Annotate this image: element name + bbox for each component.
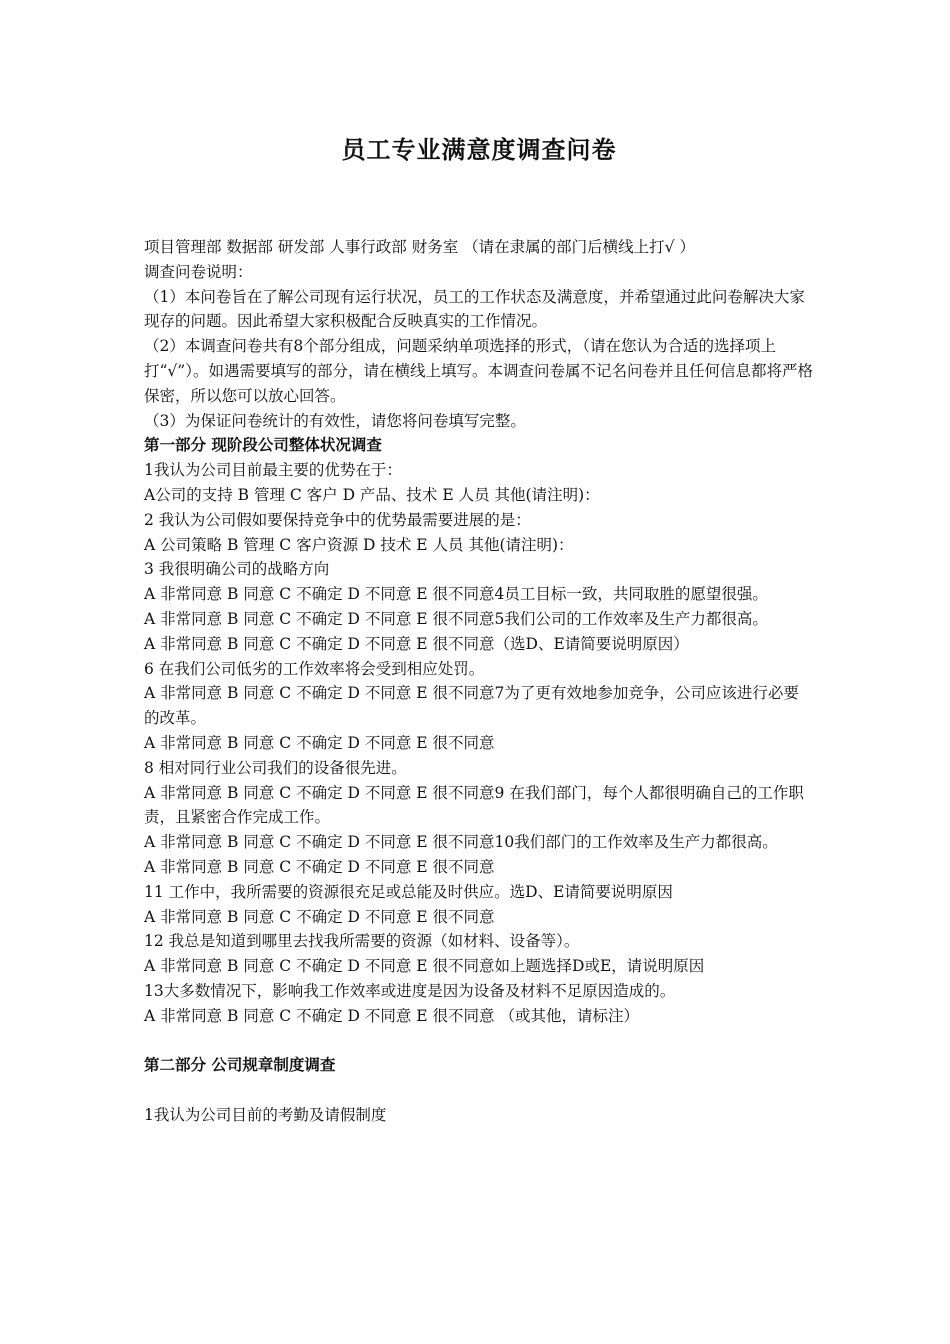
question-3: 3 我很明确公司的战略方向 [144, 560, 330, 579]
instructions-heading: 调查问卷说明： [144, 262, 253, 281]
options-4-question-5: A 非常同意 B 同意 C 不确定 D 不同意 E 很不同意5我们公司的工作效率及生产力都很高。 [144, 609, 768, 628]
question-13: 13大多数情况下，影响我工作效率或进度是因为设备及材料不足原因造成的。 [144, 981, 676, 1000]
instruction-1: （1）本问卷旨在了解公司现有运行状况，员工的工作状态及满意度，并希望通过此问卷解决大家现存的问题。因此希望大家积极配合反映真实的工作情况。 [144, 287, 805, 331]
options-10: A 非常同意 B 同意 C 不确定 D 不同意 E 很不同意 [144, 857, 495, 876]
options-8-question-9: A 非常同意 B 同意 C 不确定 D 不同意 E 很不同意9 在我们部门，每个人都很明确自己的工作职责，且紧密合作完成工作。 [144, 783, 804, 827]
options-9-question-10: A 非常同意 B 同意 C 不确定 D 不同意 E 很不同意10我们部门的工作效率及生产力都很高。 [144, 833, 778, 852]
page-title: 员工专业满意度调查问卷 [341, 135, 617, 164]
instruction-2: （2）本调查问卷共有8个部分组成，问题采纳单项选择的形式，（请在您认为合适的选择项上打“√”）。如遇需要填写的部分，请在横线上填写。本调查问卷属不记名问卷并且任何信息都将严格保密，所以您可以放心回答。 [144, 337, 813, 405]
question-6: 6 在我们公司低劣的工作效率将会受到相应处罚。 [144, 659, 485, 678]
question-2: 2 我认为公司假如要保持竞争中的优势最需要进展的是： [144, 510, 531, 529]
section-heading-part-2: 第二部分 公司规章制度调查 [144, 1055, 336, 1075]
document-body [144, 235, 814, 1128]
options-3-question-4: A 非常同意 B 同意 C 不确定 D 不同意 E 很不同意4员工目标一致，共同取胜的愿望很强。 [144, 585, 768, 604]
part-2-question-1: 1我认为公司目前的考勤及请假制度 [144, 1105, 387, 1124]
instruction-3: （3）为保证问卷统计的有效性，请您将问卷填写完整。 [144, 411, 526, 430]
options-6-question-7: A 非常同意 B 同意 C 不确定 D 不同意 E 很不同意7为了更有效地参加竞争，公司应该进行必要的改革。 [144, 684, 799, 728]
question-1: 1我认为公司目前最主要的优势在于： [144, 461, 402, 480]
options-7: A 非常同意 B 同意 C 不确定 D 不同意 E 很不同意 [144, 733, 495, 752]
question-11: 11 工作中，我所需要的资源很充足或总能及时供应。选D、E请简要说明原因 [144, 882, 673, 901]
options-12: A 非常同意 B 同意 C 不确定 D 不同意 E 很不同意如上题选择D或E，请说明原因 [144, 957, 705, 976]
department-line: 项目管理部 数据部 研发部 人事行政部 财务室 （请在隶属的部门后横线上打√ ） [144, 238, 695, 256]
options-1: A公司的支持 B 管理 C 客户 D 产品、技术 E 人员 其他(请注明)： [144, 485, 600, 504]
question-8: 8 相对同行业公司我们的设备很先进。 [144, 758, 407, 777]
options-11: A 非常同意 B 同意 C 不确定 D 不同意 E 很不同意 [144, 907, 495, 926]
section-heading-part-1: 第一部分 现阶段公司整体状况调查 [144, 435, 382, 455]
options-5: A 非常同意 B 同意 C 不确定 D 不同意 E 很不同意（选D、E请简要说明原因） [144, 634, 689, 653]
options-2: A 公司策略 B 管理 C 客户资源 D 技术 E 人员 其他(请注明)： [144, 535, 574, 554]
options-13: A 非常同意 B 同意 C 不确定 D 不同意 E 很不同意 （或其他，请标注） [144, 1006, 639, 1025]
question-12: 12 我总是知道到哪里去找我所需要的资源（如材料、设备等）。 [144, 932, 580, 951]
